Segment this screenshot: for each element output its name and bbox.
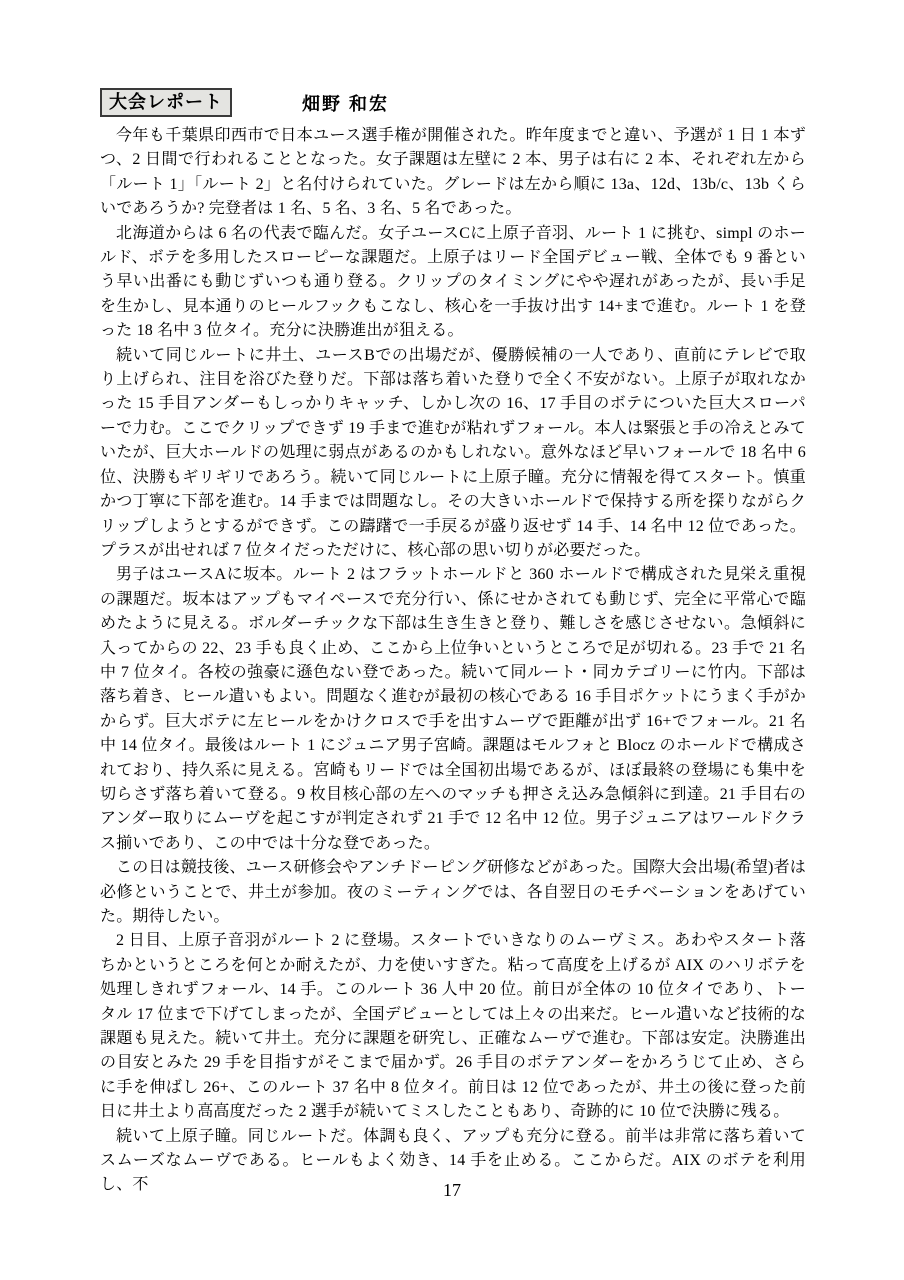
page-number: 17 <box>443 1180 461 1200</box>
paragraph-6: 2 日目、上原子音羽がルート 2 に登場。スタートでいきなりのムーヴミス。あわやスタート落ちかというところを何とか耐えたが、力を使いすぎた。粘って高度を上げるが AIX のハリボテを処理しきれずフォール、14 手。このルート 36 人中 20 位。前日が全体の 10 位タイであり、トータル 17 位まで下げてしまったが、全国デビューとしては上々の出来だ。ヒール遣いなど技術的な課題も見えた。続いて井土。充分に課題を研究し、正確なムーヴで進む。下部は安定。決勝進出の目安とみた 29 手を目指すがそこまで届かず。26 手目のボテアンダーをかろうじて止め、さらに手を伸ばし 26+、このルート 37 名中 8 位タイ。前日は 12 位であったが、井土の後に登った前日に井土より高高度だった 2 選手が続いてミスしたこともあり、奇跡的に 10 位で決勝に残る。 <box>100 932 806 1121</box>
article-body <box>100 124 806 1198</box>
report-label-box <box>100 88 232 117</box>
paragraph-5: この日は競技後、ユース研修会やアンチドーピング研修などがあった。国際大会出場(希望)者は必修ということで、井土が参加。夜のミーティングでは、各自翌日のモチベーションをあげていた。期待したい。 <box>100 859 806 925</box>
page-content <box>100 88 806 1198</box>
report-label: 大会レポート <box>109 92 223 112</box>
paragraph-3: 続いて同じルートに井土、ユースBでの出場だが、優勝候補の一人であり、直前にテレビで取り上げられ、注目を浴びた登りだ。下部は落ち着いた登りで全く不安がない。上原子が取れなかった 15 手目アンダーもしっかりキャッチ、しかし次の 16、17 手目のボテについた巨大スローパーで力む。ここでクリップできず 19 手まで進むが粘れずフォール。本人は緊張と手の冷えとみていたが、巨大ホールドの処理に弱点があるのかもしれない。意外なほど早いフォールで 18 名中 6 位、決勝もギリギリであろう。続いて同じルートに上原子瞳。充分に情報を得てスタート。慎重かつ丁寧に下部を進む。14 手までは問題なし。その大きいホールドで保持する所を探りながらクリップしようとするができず。この躊躇で一手戻るが盛り返せず 14 手、14 名中 12 位であった。プラスが出せれば 7 位タイだっただけに、核心部の思い切りが必要だった。 <box>100 346 806 559</box>
author-name: 畑野 和宏 <box>302 93 390 114</box>
paragraph-1: 今年も千葉県印西市で日本ユース選手権が開催された。昨年度までと違い、予選が 1 日 1 本ずつ、2 日間で行われることとなった。女子課題は左壁に 2 本、男子は右に 2 本、それぞれ左から「ルート 1」「ルート 2」と名付けられていた。グレードは左から順に 13a、12d、13b/c、13b くらいであろうか? 完登者は 1 名、5 名、3 名、5 名であった。 <box>100 127 806 218</box>
paragraph-7: 続いて上原子瞳。同じルートだ。体調も良く、アップも充分に登る。前半は非常に落ち着いてスムーズなムーヴである。ヒールもよく効き、14 手を止める。ここからだ。AIX のボテを利用し、不 <box>100 1127 806 1194</box>
paragraph-2: 北海道からは 6 名の代表で臨んだ。女子ユースCに上原子音羽、ルート 1 に挑む、simpl のホールド、ボテを多用したスローピーな課題だ。上原子はリード全国デビュー戦、全体でも 9 番という早い出番にも動じずいつも通り登る。クリップのタイミングにやや遅れがあったが、長い手足を生かし、見本通りのヒールフックもこなし、核心を一手抜け出す 14+まで進む。ルート 1 を登った 18 名中 3 位タイ。充分に決勝進出が狙える。 <box>100 224 806 340</box>
report-header <box>100 88 806 117</box>
paragraph-4: 男子はユースAに坂本。ルート 2 はフラットホールドと 360 ホールドで構成された見栄え重視の課題だ。坂本はアップもマイペースで充分行い、係にせかされても動じず、完全に平常心で臨めたように見える。ボルダーチックな下部は生き生きと登り、難しさを感じさせない。急傾斜に入ってからの 22、23 手も良く止め、ここから上位争いというところで足が切れる。23 手で 21 名中 7 位タイ。各校の強豪に遜色ない登であった。続いて同ルート・同カテゴリーに竹内。下部は落ち着き、ヒール遣いもよい。問題なく進むが最初の核心である 16 手目ポケットにうまく手がかからず。巨大ボテに左ヒールをかけクロスで手を出すムーヴで距離が出ず 16+でフォール。21 名中 14 位タイ。最後はルート 1 にジュニア男子宮崎。課題はモルフォと Blocz のホールドで構成されており、持久系に見える。宮崎もリードでは全国初出場であるが、ほぼ最終の登場にも集中を切らさず落ち着いて登る。9 枚目核心部の左へのマッチも押さえ込み急傾斜に到達。21 手目右のアンダー取りにムーヴを起こすが判定されず 21 手で 12 名中 12 位。男子ジュニアはワールドクラス揃いであり、この中では十分な登であった。 <box>100 566 806 852</box>
